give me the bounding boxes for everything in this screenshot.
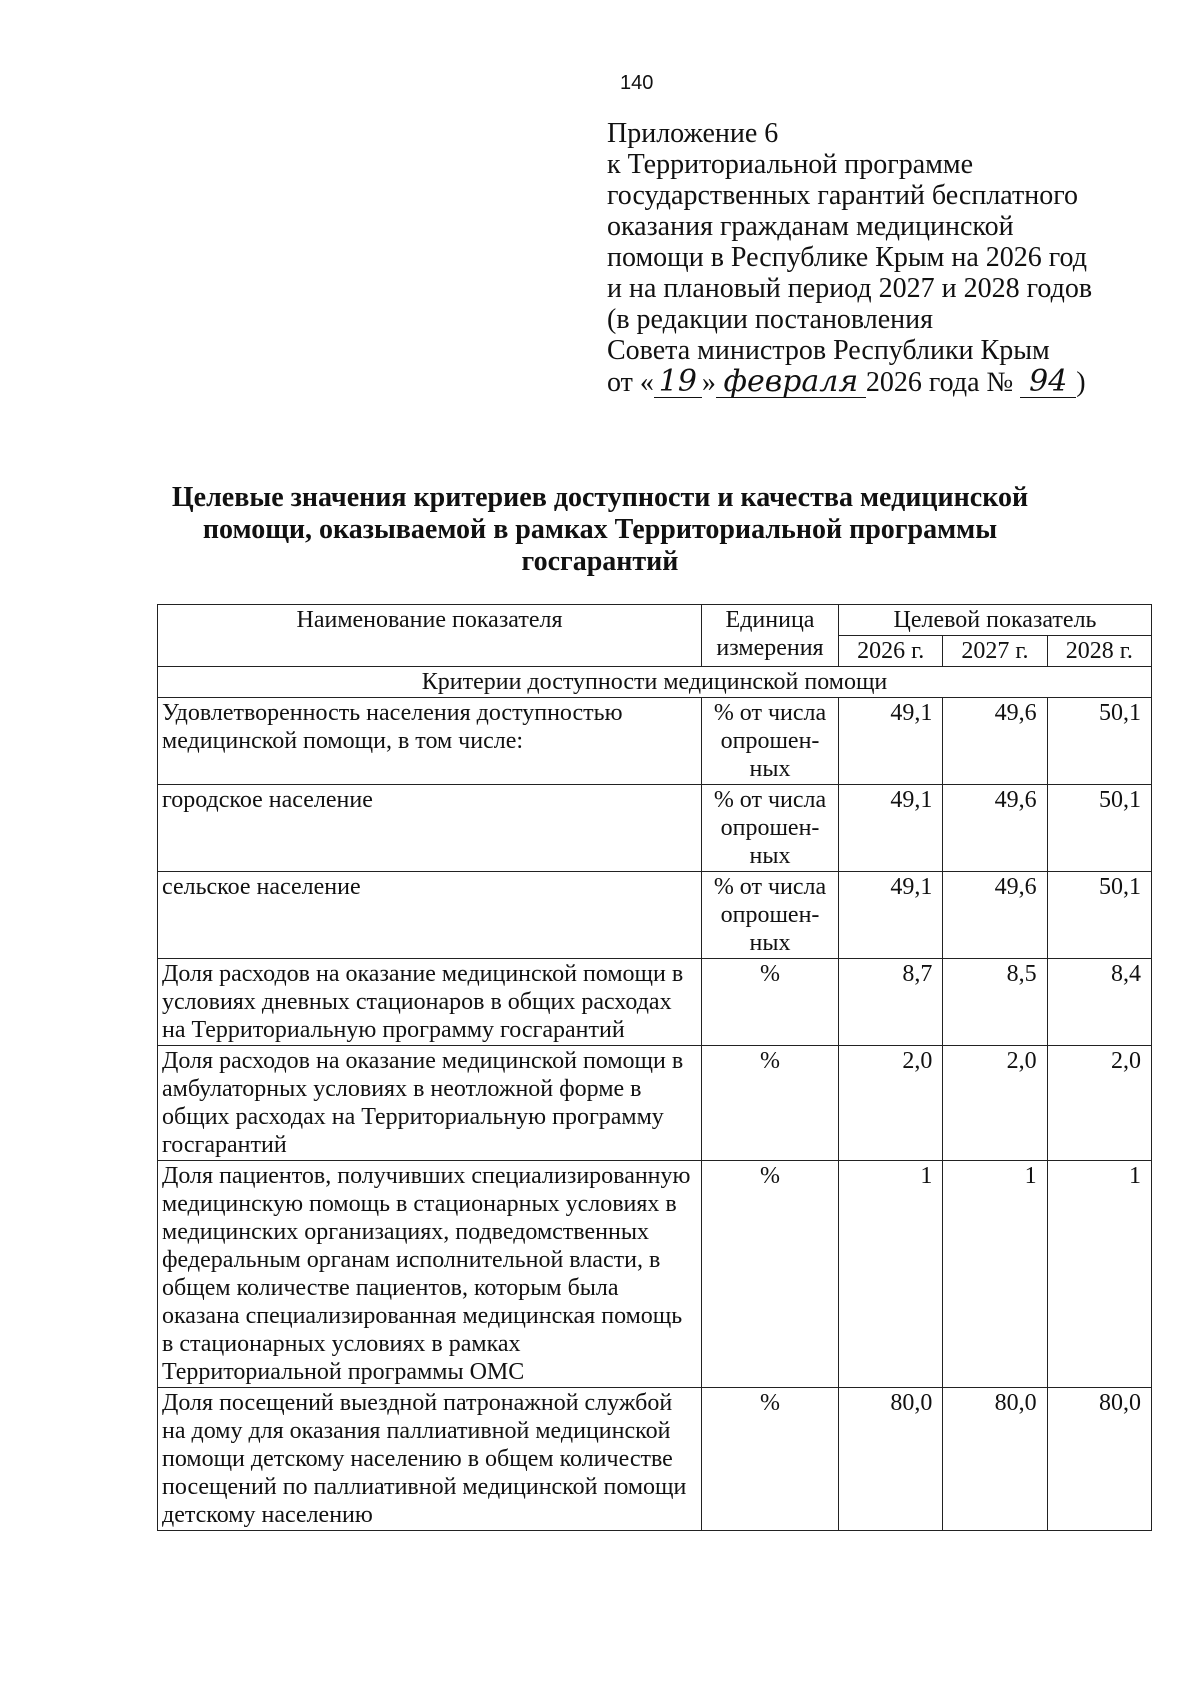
header-target: Целевой показатель	[839, 605, 1152, 636]
row-value-2026: 2,0	[839, 1046, 943, 1161]
row-unit: % от числа опрошен-ных	[702, 785, 839, 872]
header-year-2028: 2028 г.	[1047, 636, 1151, 667]
handwritten-day: 19	[654, 366, 702, 398]
row-value-2027: 80,0	[943, 1388, 1047, 1531]
row-value-2027: 49,6	[943, 698, 1047, 785]
appendix-line: и на плановый период 2027 и 2028 годов	[607, 273, 1093, 304]
resolution-date-line	[607, 366, 1127, 398]
appendix-line: (в редакции постановления	[607, 304, 934, 335]
row-value-2027: 8,5	[943, 959, 1047, 1046]
appendix-line: Совета министров Республики Крым	[607, 335, 1050, 366]
row-unit: % от числа опрошен-ных	[702, 698, 839, 785]
row-value-2027: 1	[943, 1161, 1047, 1388]
row-name: Удовлетворенность населения доступностью медицинской помощи, в том числе:	[158, 698, 702, 785]
table-row	[158, 1388, 1152, 1531]
header-year-2027: 2027 г.	[943, 636, 1047, 667]
table-row	[158, 872, 1152, 959]
section-title: Критерии доступности медицинской помощи	[158, 667, 1152, 698]
appendix-block	[607, 118, 1127, 398]
row-value-2028: 50,1	[1047, 698, 1151, 785]
row-name: Доля пациентов, получивших специализированную медицинскую помощь в стационарных условиях в медицинских организациях, подведомственных федеральным органам исполнительной власти, в общем количестве пациентов, которым была оказана специализированная медицинская помощь в стационарных условиях в рамках Территориальной программы ОМС	[158, 1161, 702, 1388]
header-name: Наименование показателя	[158, 605, 702, 667]
page-number: 140	[620, 72, 654, 94]
row-value-2028: 1	[1047, 1161, 1151, 1388]
appendix-line: государственных гарантий бесплатного	[607, 180, 1079, 211]
row-value-2028: 8,4	[1047, 959, 1151, 1046]
row-value-2026: 1	[839, 1161, 943, 1388]
row-value-2028: 50,1	[1047, 872, 1151, 959]
row-value-2028: 50,1	[1047, 785, 1151, 872]
date-year: 2026 года №	[865, 367, 1014, 398]
row-name: Доля посещений выездной патронажной службой на дому для оказания паллиативной медицинской помощи детскому населению в общем количестве посещений по паллиативной медицинской помощи детскому населению	[158, 1388, 702, 1531]
handwritten-month: февраля	[716, 366, 866, 398]
table-header-row	[158, 605, 1152, 636]
table-row	[158, 698, 1152, 785]
row-value-2028: 80,0	[1047, 1388, 1151, 1531]
row-value-2027: 2,0	[943, 1046, 1047, 1161]
row-name: сельское население	[158, 872, 702, 959]
row-value-2027: 49,6	[943, 872, 1047, 959]
row-name: городское население	[158, 785, 702, 872]
row-value-2027: 49,6	[943, 785, 1047, 872]
criteria-table	[157, 604, 1152, 1531]
header-year-2026: 2026 г.	[839, 636, 943, 667]
section-row	[158, 667, 1152, 698]
row-unit: % от числа опрошен-ных	[702, 872, 839, 959]
date-prefix: от «	[607, 367, 654, 398]
row-value-2026: 49,1	[839, 698, 943, 785]
row-unit: %	[702, 1046, 839, 1161]
row-value-2026: 49,1	[839, 872, 943, 959]
table-row	[158, 1161, 1152, 1388]
row-unit: %	[702, 1388, 839, 1531]
header-unit: Единица измерения	[702, 605, 839, 667]
row-value-2026: 80,0	[839, 1388, 943, 1531]
appendix-line: помощи в Республике Крым на 2026 год	[607, 242, 1087, 273]
date-suffix: )	[1076, 367, 1086, 398]
appendix-line: Приложение 6	[607, 118, 779, 149]
row-value-2028: 2,0	[1047, 1046, 1151, 1161]
appendix-line: оказания гражданам медицинской	[607, 211, 1014, 242]
row-name: Доля расходов на оказание медицинской помощи в амбулаторных условиях в неотложной форме в общих расходах на Территориальную программу госгарантий	[158, 1046, 702, 1161]
appendix-line: к Территориальной программе	[607, 149, 974, 180]
row-value-2026: 49,1	[839, 785, 943, 872]
row-unit: %	[702, 959, 839, 1046]
row-unit: %	[702, 1161, 839, 1388]
table-row	[158, 959, 1152, 1046]
date-mid: »	[701, 367, 716, 398]
handwritten-number: 94	[1020, 366, 1076, 398]
document-title: Целевые значения критериев доступности и качества медицинской помощи, оказываемой в рамках Территориальной программы госгарантий	[171, 482, 1029, 577]
table-row	[158, 785, 1152, 872]
row-name: Доля расходов на оказание медицинской помощи в условиях дневных стационаров в общих расходах на Территориальную программу госгарантий	[158, 959, 702, 1046]
table-row	[158, 1046, 1152, 1161]
row-value-2026: 8,7	[839, 959, 943, 1046]
